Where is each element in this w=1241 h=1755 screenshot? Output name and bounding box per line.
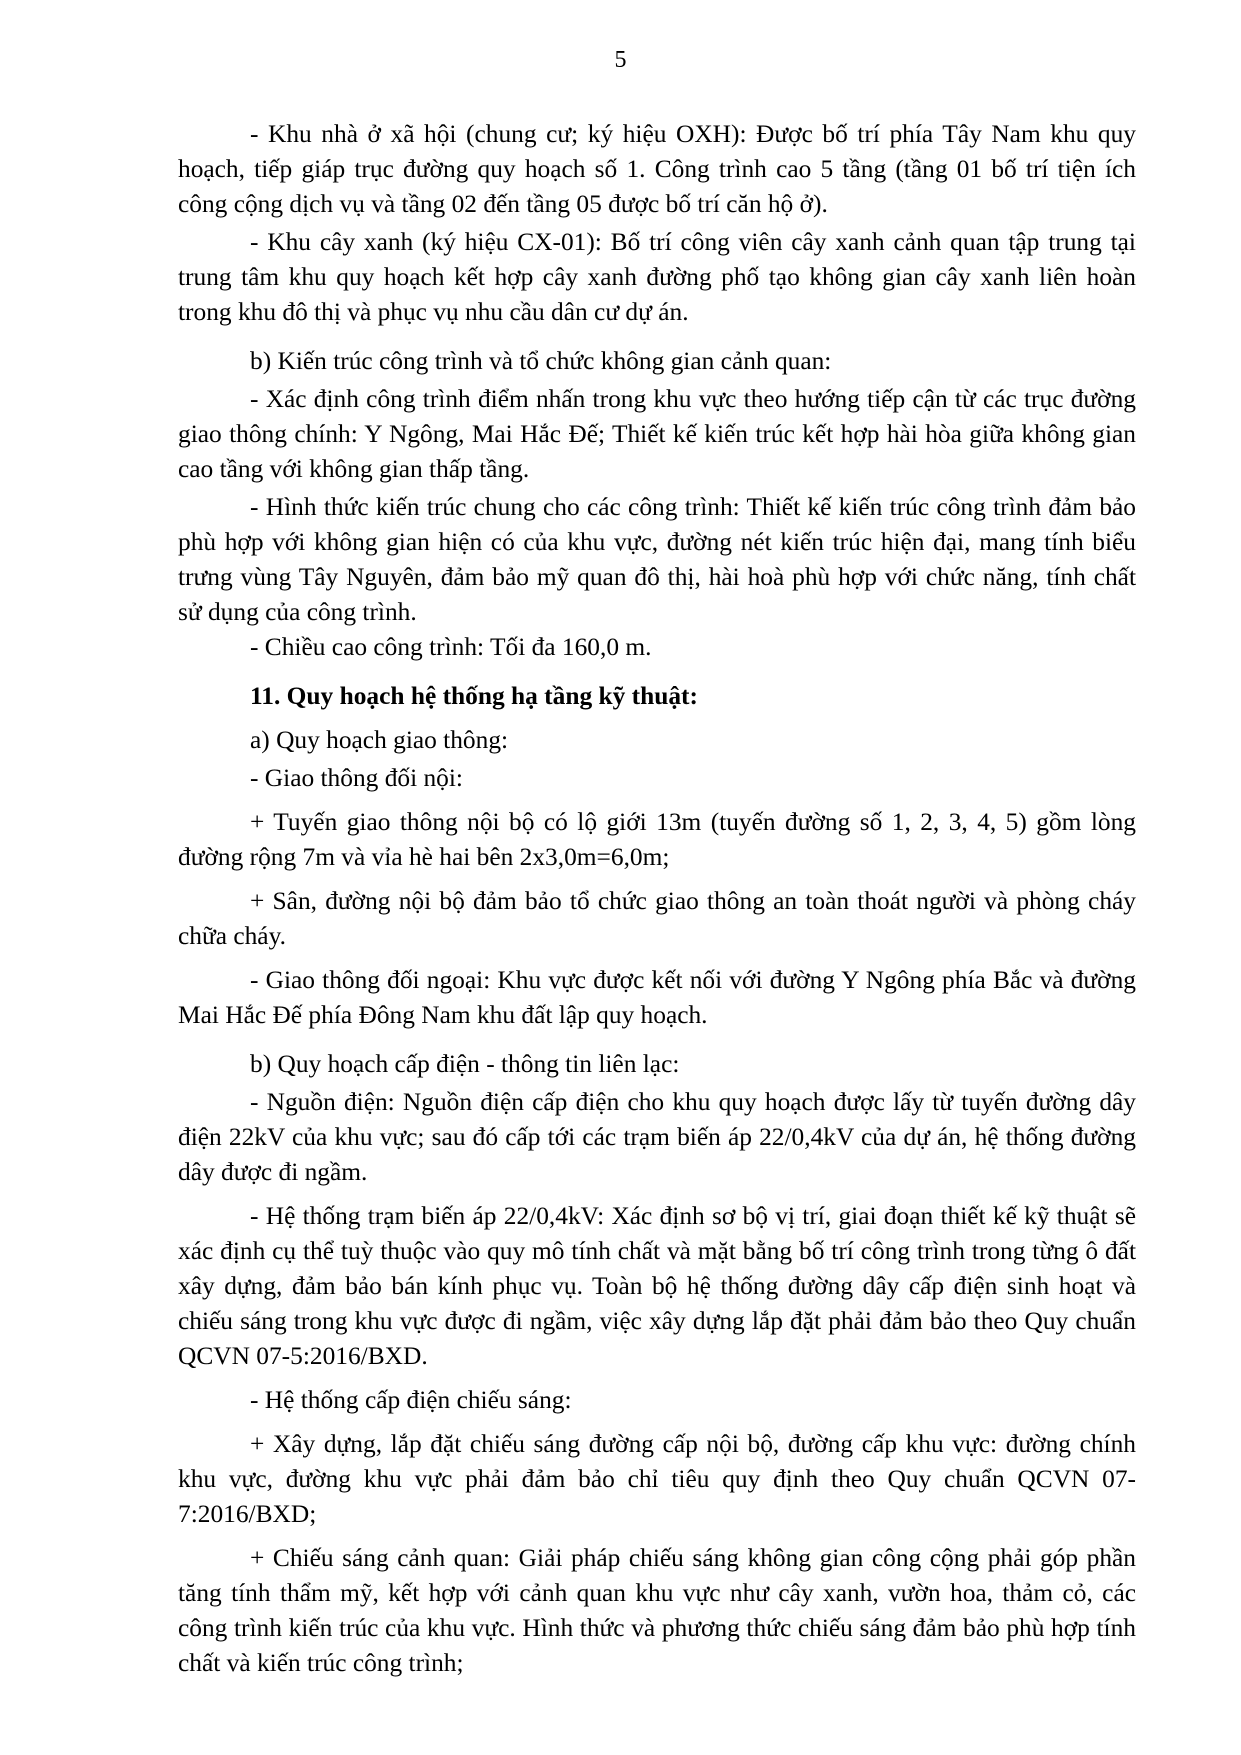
document-body [178,117,1136,1681]
paragraph-internal-roads: + Tuyến giao thông nội bộ có lộ giới 13m (tuyến đường số 1, 2, 3, 4, 5) gồm lòng đường rộng 7m và vỉa hè hai bên 2x3,0m=6,0m; [178,808,1136,871]
paragraph-green-area: - Khu cây xanh (ký hiệu CX-01): Bố trí công viên cây xanh cảnh quan tập trung tại trung tâm khu quy hoạch kết hợp cây xanh đường phố tạo không gian cây xanh liên hoàn trong khu đô thị và phục vụ nhu cầu dân cư dự án. [178,228,1136,326]
paragraph-landmark-buildings: - Xác định công trình điểm nhấn trong khu vực theo hướng tiếp cận từ các trục đường giao thông chính: Y Ngông, Mai Hắc Đế; Thiết kế kiến trúc kết hợp hài hòa giữa không gian cao tầng với không gian thấp tầng. [178,385,1136,483]
paragraph-landscape-lighting: + Chiếu sáng cảnh quan: Giải pháp chiếu sáng không gian công cộng phải góp phần tăng tính thẩm mỹ, kết hợp với cảnh quan khu vực như cây xanh, vườn hoa, thảm cỏ, các công trình kiến trúc của khu vực. Hình thức và phương thức chiếu sáng đảm bảo phù hợp tính chất và kiến trúc công trình; [178,1544,1136,1677]
paragraph-building-height: - Chiều cao công trình: Tối đa 160,0 m. [250,633,652,661]
subheading-architecture: b) Kiến trúc công trình và tổ chức không gian cảnh quan: [250,347,832,375]
subheading-internal-traffic: - Giao thông đối nội: [250,764,463,792]
subheading-traffic-planning: a) Quy hoạch giao thông: [250,726,509,754]
page-number: 5 [614,47,627,73]
paragraph-external-traffic: - Giao thông đối ngoại: Khu vực được kết nối với đường Y Ngông phía Bắc và đường Mai Hắc Đế phía Đông Nam khu đất lập quy hoạch. [178,966,1136,1029]
paragraph-transformer-stations: - Hệ thống trạm biến áp 22/0,4kV: Xác định sơ bộ vị trí, giai đoạn thiết kế kỹ thuật sẽ xác định cụ thể tuỳ thuộc vào quy mô tính chất và mặt bằng bố trí công trình trong từng ô đất xây dựng, đảm bảo bán kính phục vụ. Toàn bộ hệ thống đường dây cấp điện sinh hoạt và chiếu sáng trong khu vực được đi ngầm, việc xây dựng lắp đặt phải đảm bảo theo Quy chuẩn QCVN 07-5:2016/BXD. [178,1202,1136,1370]
paragraph-road-lighting: + Xây dựng, lắp đặt chiếu sáng đường cấp nội bộ, đường cấp khu vực: đường chính khu vực, đường khu vực phải đảm bảo chỉ tiêu quy định theo Quy chuẩn QCVN 07-7:2016/BXD; [178,1430,1136,1528]
paragraph-yards-internal-roads: + Sân, đường nội bộ đảm bảo tổ chức giao thông an toàn thoát người và phòng cháy chữa cháy. [178,887,1136,950]
paragraph-architectural-form: - Hình thức kiến trúc chung cho các công trình: Thiết kế kiến trúc công trình đảm bảo phù hợp với không gian hiện có của khu vực, đường nét kiến trúc hiện đại, mang tính biểu trưng vùng Tây Nguyên, đảm bảo mỹ quan đô thị, hài hoà phù hợp với chức năng, tính chất sử dụng của công trình. [178,493,1136,626]
paragraph-power-source: - Nguồn điện: Nguồn điện cấp điện cho khu quy hoạch được lấy từ tuyến đường dây điện 22kV của khu vực; sau đó cấp tới các trạm biến áp 22/0,4kV của dự án, hệ thống đường dây được đi ngầm. [178,1088,1136,1186]
paragraph-social-housing: - Khu nhà ở xã hội (chung cư; ký hiệu OXH): Được bố trí phía Tây Nam khu quy hoạch, tiếp giáp trục đường quy hoạch số 1. Công trình cao 5 tầng (tầng 01 bố trí tiện ích công cộng dịch vụ và tầng 02 đến tầng 05 được bố trí căn hộ ở). [178,120,1136,218]
subheading-lighting-system: - Hệ thống cấp điện chiếu sáng: [250,1386,572,1414]
section-heading-infrastructure: 11. Quy hoạch hệ thống hạ tầng kỹ thuật: [250,682,698,710]
subheading-power-communications: b) Quy hoạch cấp điện - thông tin liên lạc: [250,1050,680,1078]
